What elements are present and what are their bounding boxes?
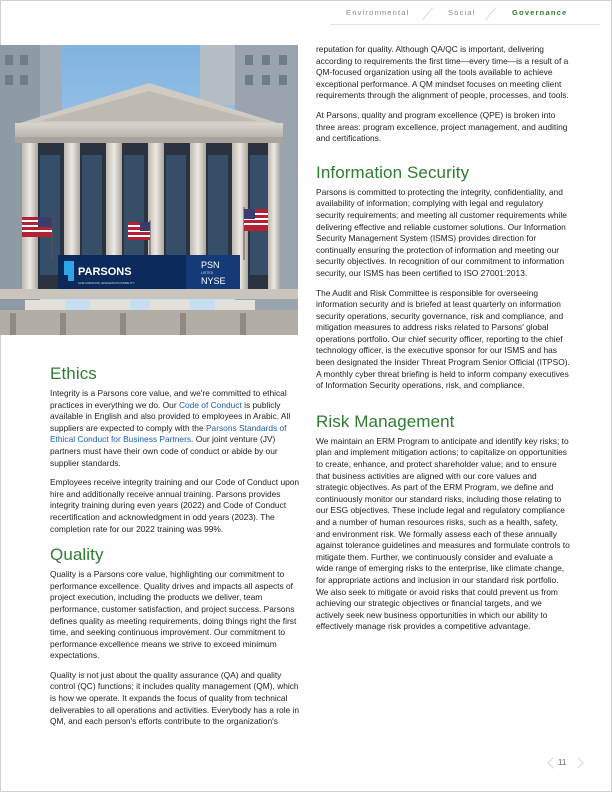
quality-paragraph-1: Quality is a Parsons core value, highlighting our commitment to performance excellence. Quality drives and impacts all aspects of project execution, including the products we deliver, team performance, customer satisfaction, and project success. Parsons defines quality as meeting requirements, doing things right the first time, and seeking continuous improvement. Our commitment to performance excellence means we strive to exceed minimum expectations.	[50, 569, 297, 661]
banner-ticker: PSN	[201, 260, 220, 270]
information-security-heading: Information Security	[316, 162, 470, 182]
section-nav	[330, 8, 600, 20]
quality-paragraph-3: At Parsons, quality and program excellence (QPE) is broken into three areas: program excellence, project management, and auditing and certifications.	[316, 109, 568, 144]
infosec-paragraph-1: Parsons is committed to protecting the integrity, confidentiality, and availability of information; complying with legal and regulatory security requirements; and meeting all customer requirements while delivering effective and reliable customer solutions. Our Information Security Management System (ISMS) provides direction for continually ensuring the protection of information and meeting our security objectives. In recognition of our commitment to information security, our ISMS has been certified to ISO 27001:2013.	[316, 186, 567, 278]
quality-heading: Quality	[50, 545, 104, 565]
page-pager	[546, 758, 586, 772]
ethics-text-b: is publicly available in English and also provided to employees in Arabic. All suppliers are expected to comply with the	[50, 399, 291, 433]
chevron-right-icon[interactable]	[572, 757, 583, 768]
code-of-conduct-link[interactable]: Code of Conduct	[178, 399, 242, 410]
banner-brand: PARSONS	[78, 266, 132, 278]
ethics-paragraph-1	[50, 388, 300, 469]
nyse-building-photo	[0, 45, 298, 335]
ethics-heading: Ethics	[50, 364, 97, 383]
nav-environmental[interactable]: Environmental	[346, 8, 410, 17]
infosec-paragraph-2: The Audit and Risk Committee is responsible for overseeing information security and is briefed at least quarterly on information security operations, security governance, risk and compliance, and mitigation measures to address risks related to Parsons' global operations portfolio. Our chief security officer, reporting to the chief technology officer, is the executive sponsor for our ISMS and has been designated the Insider Threat Program Senior Official (ITPSO). A monthly cyber threat briefing is held to inform company executives of Information Security operations, risk, and compliance.	[316, 287, 570, 391]
page-number: 11	[558, 758, 567, 767]
nav-divider	[422, 8, 433, 20]
nav-governance[interactable]: Governance	[512, 8, 568, 17]
risk-paragraph-1: We maintain an ERM Program to anticipate and identify key risks; to plan and implement mitigation actions; to capitalize on opportunities to create, enhance, and protect shareholder value; and to ensure that business activities are aligned with our core values and strategic objectives. As part of the ERM Program, we define and continuously monitor our standard risks, including those relating to our ESG objectives. These include legal and regulatory compliance and a number of human resources risks, such as a health, safety, and environment risk. We formally assess each of these annually against tolerance guidelines and measures and formulate controls to mitigate them. Further, we continuously consider and evaluate a wide range of emerging risks to the enterprise, like climate change, for appropriate actions and inclusion in our standard risk portfolio. We also seek to mitigate or avoid risks that could prevent us from achieving our strategic objectives or financial targets, and we actively seek new business opportunities in which our ability to effectively manage risk provides a competitive advantage.	[316, 435, 570, 632]
nav-underline	[330, 24, 600, 25]
nav-social[interactable]: Social	[448, 8, 476, 17]
supplier-standards-link[interactable]: Parsons Standards of Ethical Conduct for Business Partners	[50, 422, 287, 445]
nav-divider	[485, 8, 496, 20]
ethics-text-a: Integrity is a Parsons core value, and we're committed to ethical practices in everything we do. Our	[50, 388, 287, 410]
quality-paragraph-2: Quality is not just about the quality assurance (QA) and quality control (QC) functions; it includes quality management (QM), which is how we operate. It expands the focus of quality from technical deliverables to all operations and activities. Everybody has a role in QM, and each person's efforts contribute to the organization's	[50, 669, 300, 727]
banner-exchange: NYSE	[201, 276, 226, 286]
quality-paragraph-2-continued: reputation for quality. Although QA/QC is important, delivering according to requirements the first time—every time—is a result of a QM-focused organization using all the tools available to achieve exceptional performance. A QM mindset focuses on meeting client requirements through the alignment of people, processes, and tools.	[316, 44, 569, 101]
chevron-left-icon[interactable]	[547, 757, 558, 768]
banner-tagline: ONE PARSONS, ENDLESS POSSIBILITY	[78, 281, 135, 285]
ethics-text-c: . Our joint venture (JV) partners must have their own code of conduct or abide by our supplier standards.	[50, 434, 278, 468]
right-column	[316, 44, 570, 641]
banner-listed: LISTED	[201, 271, 214, 275]
risk-management-heading: Risk Management	[316, 411, 455, 431]
left-column	[50, 360, 300, 736]
ethics-paragraph-2: Employees receive integrity training and our Code of Conduct upon hire and additionally receive annual training. Parsons provides integrity training during even years (2022) and Code of Conduct recertification and acknowledgment in odd years (2023). The completion rate for our 2022 training was 99%.	[50, 477, 300, 534]
